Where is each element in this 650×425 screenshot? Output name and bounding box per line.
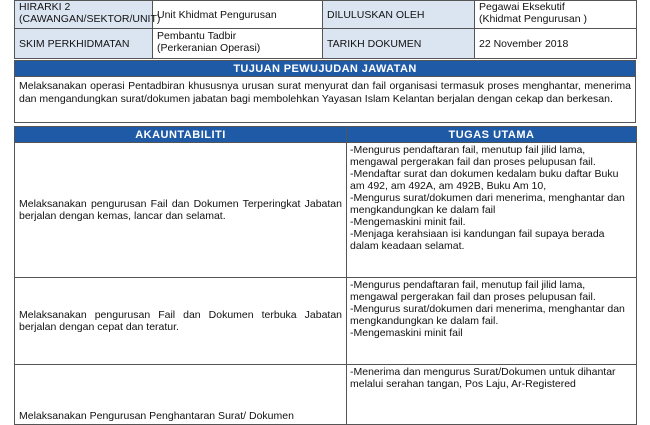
tasks-cell (347, 143, 637, 278)
duties-header-row (15, 127, 637, 143)
skim-value: Pembantu Tadbir (Perkeranian Operasi) (153, 29, 323, 59)
skim-label: SKIM PERKHIDMATAN (15, 29, 153, 59)
main-duties-header: TUGAS UTAMA (347, 127, 637, 143)
purpose-text: Melaksanakan operasi Pentadbiran khususnya urusan surat menyurat dan fail organisasi termasuk proses menghantar, menerima dan mengandungkan surat/dokumen jabatan bagi membolehkan Yayasan Islam Kelantan berjalan dengan cekap dan berkesan. (14, 77, 636, 123)
task-item: -Mengemaskini minit fail (350, 327, 463, 339)
tasks-cell (347, 365, 637, 425)
task-item: -Mengurus pendaftaran fail, menutup fail jilid lama, mengawal pergerakan fail dan proses pelupusan fail. (350, 144, 596, 168)
table-row (15, 278, 637, 365)
hirarki-label: HIRARKI 2 (CAWANGAN/SEKTOR/UNIT) (15, 1, 153, 29)
table-row (15, 365, 637, 425)
diluluskan-label: DILULUSKAN OLEH (323, 1, 475, 29)
tarikh-label: TARIKH DOKUMEN (323, 29, 475, 59)
purpose-heading: TUJUAN PEWUJUDAN JAWATAN (14, 60, 636, 77)
task-item: -Mengurus surat/dokumen dari menerima, menghantar dan mengkandungkan ke dalam fail (350, 192, 625, 216)
diluluskan-value: Pegawai Eksekutif (Khidmat Pengurusan ) (475, 1, 637, 29)
duties-table (14, 126, 637, 425)
task-item: -Mengemaskini minit fail. (350, 216, 466, 228)
accountability-header: AKAUNTABILITI (15, 127, 347, 143)
accountability-cell: Melaksanakan Pengurusan Penghantaran Surat/ Dokumen (15, 365, 347, 425)
task-item: -Menerima dan mengurus Surat/Dokumen untuk dihantar melalui serahan tangan, Pos Laju, Ar-Registered (350, 366, 616, 390)
info-table (14, 0, 637, 59)
task-item: -Mengurus pendaftaran fail, menutup fail jilid lama, mengawal pergerakan fail dan proses pelupusan fail. (350, 279, 596, 303)
task-item: -Menjaga kerahsiaan isi kandungan fail supaya berada dalam keadaan selamat. (350, 228, 605, 252)
info-row-skim (15, 29, 637, 59)
info-row-hirarki (15, 1, 637, 29)
accountability-cell: Melaksanakan pengurusan Fail dan Dokumen Terperingkat Jabatan berjalan dengan kemas, lancar dan selamat. (15, 143, 347, 278)
table-row (15, 143, 637, 278)
task-item: -Mendaftar surat dan dokumen kedalam buku daftar Buku am 492, am 492A, am 492B, Buku Am 10, (350, 168, 619, 192)
task-item: -Mengurus surat/dokumen dari menerima, menghantar dan mengkandungkan ke dalam fail. (350, 303, 625, 327)
tasks-cell (347, 278, 637, 365)
tarikh-value: 22 November 2018 (475, 29, 637, 59)
accountability-cell: Melaksanakan pengurusan Fail dan Dokumen terbuka Jabatan berjalan dengan cepat dan teratur. (15, 278, 347, 365)
hirarki-value: Unit Khidmat Pengurusan (153, 1, 323, 29)
